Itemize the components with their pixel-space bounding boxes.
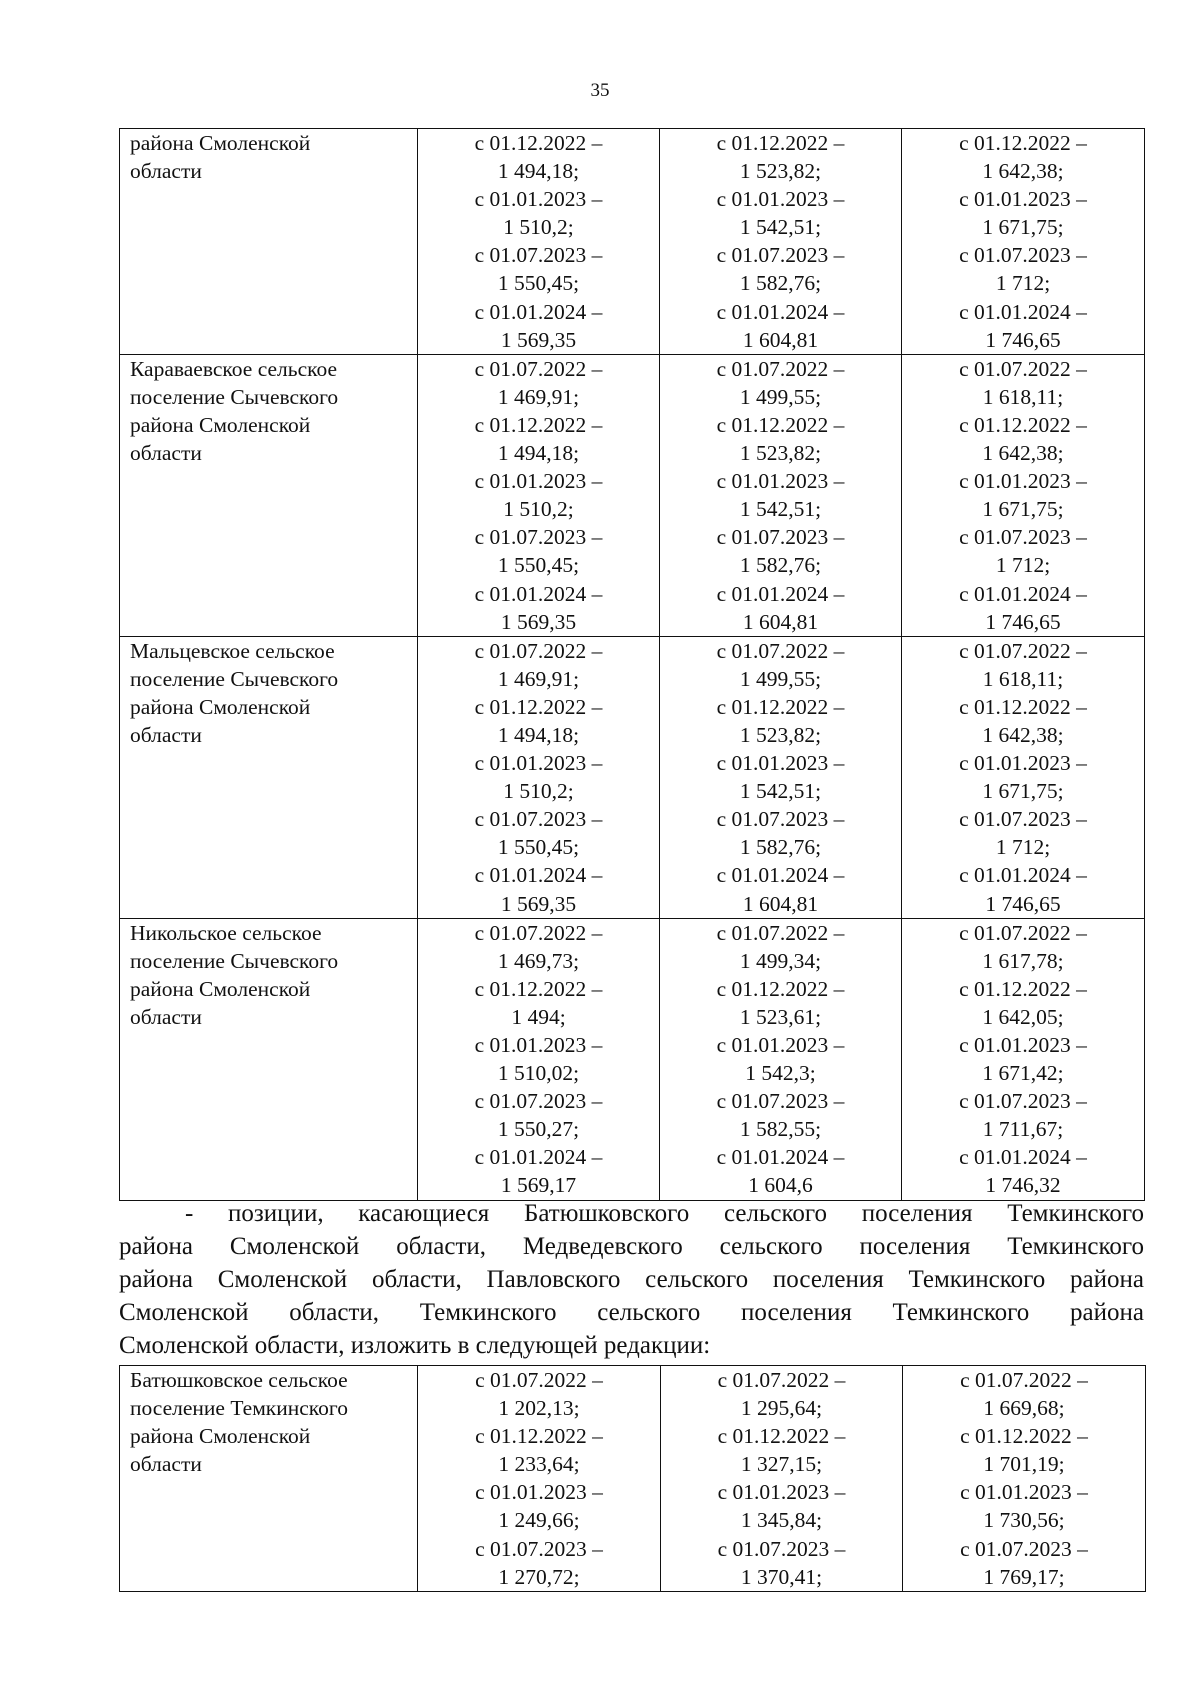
tariff-line: 1 671,75; (982, 779, 1064, 804)
tariff-line: 1 469,91; (497, 666, 580, 691)
tariff-line: 1 510,2; (503, 497, 574, 522)
tariff-line: с 01.01.2024 – (959, 581, 1087, 606)
table-row (120, 129, 1145, 355)
tariff-line: 1 582,76; (739, 835, 822, 860)
tariff-line: 1 370,41; (740, 1564, 823, 1589)
tariff-line: 1 712; (995, 271, 1051, 296)
tariff-line: 1 499,55; (739, 666, 822, 691)
tariff-line: 1 550,27; (497, 1117, 580, 1142)
tariff-line: с 01.01.2024 – (474, 1145, 603, 1170)
tariff-line: с 01.12.2022 – (716, 976, 845, 1001)
tariff-line: с 01.07.2023 – (716, 525, 845, 550)
tariff-line: с 01.01.2023 – (959, 469, 1087, 494)
tariff-line: 1 671,75; (982, 497, 1064, 522)
tariff-table-bottom (119, 1365, 1146, 1592)
tariff-line: с 01.01.2023 – (474, 1033, 603, 1057)
tariff-cell-col1 (418, 636, 660, 918)
tariff-line: с 01.07.2023 – (716, 243, 845, 268)
tariff-line: с 01.07.2023 – (959, 243, 1087, 268)
tariff-line: 1 642,38; (982, 159, 1064, 184)
tariff-line: с 01.07.2023 – (475, 1536, 603, 1561)
tariff-line: 1 746,65 (985, 891, 1061, 916)
tariff-line: с 01.01.2023 – (959, 187, 1087, 212)
tariff-cell-col2 (661, 1366, 903, 1592)
tariff-line: 1 746,65 (985, 327, 1061, 352)
tariff-line: с 01.01.2024 – (716, 581, 845, 606)
tariff-line: 1 523,61; (739, 1004, 822, 1029)
tariff-line: 1 669,68; (983, 1396, 1065, 1421)
tariff-line: 1 618,11; (982, 384, 1064, 409)
tariff-line: 1 569,35 (500, 327, 577, 352)
tariff-line: с 01.12.2022 – (960, 1424, 1088, 1449)
table-row (120, 636, 1145, 918)
tariff-line: с 01.07.2023 – (716, 1089, 845, 1114)
tariff-line: 1 494,18; (497, 159, 580, 184)
tariff-line: 1 542,3; (745, 1061, 816, 1086)
tariff-line: с 01.07.2022 – (716, 638, 845, 663)
paragraph-line: Смоленской области, Темкинского сельского поселения Темкинского района (119, 1299, 1144, 1326)
tariff-line: 1 523,82; (739, 722, 822, 747)
tariff-line: 1 746,65 (985, 609, 1061, 634)
tariff-line: с 01.07.2023 – (716, 807, 845, 832)
tariff-line: 1 642,05; (982, 1004, 1064, 1029)
table-row (120, 354, 1145, 636)
tariff-line: с 01.01.2024 – (959, 1145, 1087, 1170)
tariff-line: с 01.01.2024 – (474, 581, 603, 606)
tariff-line: 1 494,18; (497, 441, 580, 466)
tariff-line: с 01.12.2022 – (717, 1424, 846, 1449)
tariff-line: с 01.07.2022 – (959, 356, 1087, 381)
tariff-line: с 01.01.2023 – (474, 751, 603, 776)
tariff-table-top (119, 128, 1145, 1201)
tariff-line: 1 550,45; (497, 271, 580, 296)
tariff-line: с 01.07.2022 – (959, 920, 1087, 945)
tariff-line: 1 604,81 (742, 609, 819, 634)
tariff-cell-col3 (902, 918, 1145, 1200)
paragraph-line: Смоленской области, изложить в следующей редакции: (119, 1332, 711, 1359)
tariff-line: с 01.12.2022 – (716, 694, 845, 719)
tariff-line: с 01.01.2023 – (959, 1033, 1087, 1057)
tariff-line: 1 618,11; (982, 666, 1064, 691)
tariff-line: 1 327,15; (740, 1452, 823, 1477)
tariff-line: с 01.12.2022 – (474, 976, 603, 1001)
tariff-line: с 01.07.2022 – (474, 638, 603, 663)
tariff-line: с 01.07.2023 – (717, 1536, 846, 1561)
tariff-line: 1 569,35 (500, 891, 577, 916)
tariff-line: с 01.12.2022 – (474, 694, 603, 719)
tariff-line: 1 550,45; (497, 835, 580, 860)
paragraph-line: района Смоленской области, Павловского сельского поселения Темкинского района (119, 1266, 1144, 1293)
tariff-line: 1 295,64; (740, 1396, 823, 1421)
tariff-line: с 01.12.2022 – (474, 131, 603, 155)
table-row (120, 918, 1145, 1200)
tariff-line: с 01.07.2022 – (474, 356, 603, 381)
tariff-line: с 01.01.2023 – (475, 1480, 603, 1505)
tariff-line: с 01.07.2022 – (716, 920, 845, 945)
settlement-name-cell: района Смоленской области (120, 129, 418, 355)
tariff-line: с 01.01.2024 – (959, 299, 1087, 324)
tariff-cell-col3 (902, 354, 1145, 636)
tariff-line: 1 604,81 (742, 891, 819, 916)
tariff-line: 1 582,76; (739, 271, 822, 296)
tariff-line: с 01.01.2024 – (716, 863, 845, 888)
tariff-line: с 01.07.2022 – (959, 638, 1087, 663)
tariff-line: с 01.07.2022 – (960, 1368, 1088, 1392)
tariff-line: с 01.07.2022 – (475, 1368, 603, 1392)
table-row (120, 1366, 1146, 1592)
tariff-line: с 01.01.2023 – (959, 751, 1087, 776)
tariff-line: 1 523,82; (739, 441, 822, 466)
tariff-line: 1 712; (995, 835, 1051, 860)
tariff-line: 1 671,75; (982, 215, 1064, 240)
tariff-line: 1 270,72; (498, 1564, 580, 1589)
tariff-line: 1 582,76; (739, 553, 822, 578)
tariff-cell-col3 (902, 636, 1145, 918)
tariff-line: 1 642,38; (982, 441, 1064, 466)
tariff-line: 1 469,91; (497, 384, 580, 409)
tariff-line: с 01.01.2024 – (716, 299, 845, 324)
paragraph-line: района Смоленской области, Медведевского сельского поселения Темкинского (119, 1233, 1144, 1260)
tariff-line: с 01.01.2024 – (716, 1145, 845, 1170)
tariff-line: 1 233,64; (498, 1452, 580, 1477)
tariff-line: 1 469,73; (497, 948, 580, 973)
tariff-line: 1 604,81 (742, 327, 819, 352)
tariff-line: 1 499,55; (739, 384, 822, 409)
settlement-name-cell: Батюшковское сельское поселение Темкинского района Смоленской области (120, 1366, 418, 1592)
tariff-line: с 01.12.2022 – (959, 694, 1087, 719)
tariff-line: с 01.01.2023 – (474, 187, 603, 212)
tariff-line: 1 542,51; (739, 779, 822, 804)
tariff-line: 1 499,34; (739, 948, 822, 973)
tariff-line: с 01.01.2023 – (717, 1480, 846, 1505)
tariff-line: 1 711,67; (982, 1117, 1064, 1142)
tariff-line: с 01.12.2022 – (959, 131, 1087, 155)
tariff-line: с 01.01.2023 – (716, 187, 845, 212)
tariff-line: с 01.07.2023 – (959, 1089, 1087, 1114)
tariff-line: с 01.07.2023 – (960, 1536, 1088, 1561)
tariff-line: 1 730,56; (983, 1508, 1065, 1533)
tariff-cell-col1 (418, 918, 660, 1200)
tariff-line: 1 249,66; (498, 1508, 580, 1533)
tariff-line: с 01.12.2022 – (716, 131, 845, 155)
tariff-line: с 01.12.2022 – (959, 412, 1087, 437)
tariff-line: с 01.07.2023 – (474, 525, 603, 550)
tariff-line: 1 345,84; (740, 1508, 823, 1533)
tariff-line: с 01.07.2022 – (474, 920, 603, 945)
tariff-line: с 01.07.2023 – (474, 807, 603, 832)
tariff-line: с 01.12.2022 – (475, 1424, 603, 1449)
tariff-line: с 01.01.2023 – (474, 469, 603, 494)
amendment-paragraph (119, 1197, 1144, 1362)
tariff-line: 1 510,2; (503, 779, 574, 804)
tariff-line: 1 617,78; (982, 948, 1064, 973)
tariff-line: 1 569,17 (500, 1173, 577, 1198)
tariff-line: 1 642,38; (982, 722, 1064, 747)
tariff-line: с 01.01.2024 – (474, 863, 603, 888)
page-number: 35 (590, 80, 610, 101)
tariff-line: с 01.07.2022 – (716, 356, 845, 381)
tariff-line: 1 494,18; (497, 722, 580, 747)
tariff-line: 1 569,35 (500, 609, 577, 634)
tariff-cell-col2 (660, 354, 902, 636)
settlement-name-cell: Мальцевское сельское поселение Сычевского района Смоленской области (120, 636, 418, 918)
tariff-line: 1 510,02; (497, 1061, 580, 1086)
tariff-line: с 01.01.2024 – (959, 863, 1087, 888)
tariff-line: с 01.07.2023 – (474, 243, 603, 268)
tariff-line: с 01.12.2022 – (474, 412, 603, 437)
tariff-line: с 01.07.2023 – (474, 1089, 603, 1114)
tariff-cell-col2 (660, 918, 902, 1200)
tariff-line: 1 769,17; (983, 1564, 1065, 1589)
tariff-cell-col2 (660, 636, 902, 918)
tariff-line: 1 604,6 (748, 1173, 813, 1198)
tariff-line: 1 582,55; (739, 1117, 822, 1142)
tariff-cell-col2 (660, 129, 902, 355)
tariff-cell-col3 (902, 129, 1145, 355)
tariff-line: 1 542,51; (739, 215, 822, 240)
tariff-line: с 01.07.2023 – (959, 807, 1087, 832)
tariff-line: 1 712; (995, 553, 1051, 578)
tariff-line: с 01.01.2023 – (716, 469, 845, 494)
tariff-line: с 01.07.2023 – (959, 525, 1087, 550)
tariff-line: 1 701,19; (983, 1452, 1065, 1477)
paragraph-line: - позиции, касающиеся Батюшковского сельского поселения Темкинского (185, 1200, 1144, 1227)
tariff-line: 1 550,45; (497, 553, 580, 578)
tariff-cell-col3 (903, 1366, 1146, 1592)
tariff-line: 1 202,13; (498, 1396, 580, 1421)
tariff-line: с 01.01.2024 – (474, 299, 603, 324)
tariff-line: 1 671,42; (982, 1061, 1064, 1086)
tariff-line: 1 494; (511, 1004, 566, 1029)
tariff-line: с 01.01.2023 – (716, 751, 845, 776)
tariff-line: 1 523,82; (739, 159, 822, 184)
settlement-name-cell: Караваевское сельское поселение Сычевского района Смоленской области (120, 354, 418, 636)
tariff-line: 1 542,51; (739, 497, 822, 522)
tariff-line: с 01.12.2022 – (959, 976, 1087, 1001)
tariff-line: с 01.12.2022 – (716, 412, 845, 437)
tariff-line: 1 510,2; (503, 215, 574, 240)
tariff-cell-col1 (418, 1366, 661, 1592)
settlement-name-cell: Никольское сельское поселение Сычевского района Смоленской области (120, 918, 418, 1200)
tariff-line: с 01.07.2022 – (717, 1368, 846, 1392)
tariff-line: с 01.01.2023 – (716, 1033, 845, 1057)
tariff-cell-col1 (418, 129, 660, 355)
tariff-line: с 01.01.2023 – (960, 1480, 1088, 1505)
tariff-line: 1 746,32 (985, 1173, 1061, 1198)
tariff-cell-col1 (418, 354, 660, 636)
